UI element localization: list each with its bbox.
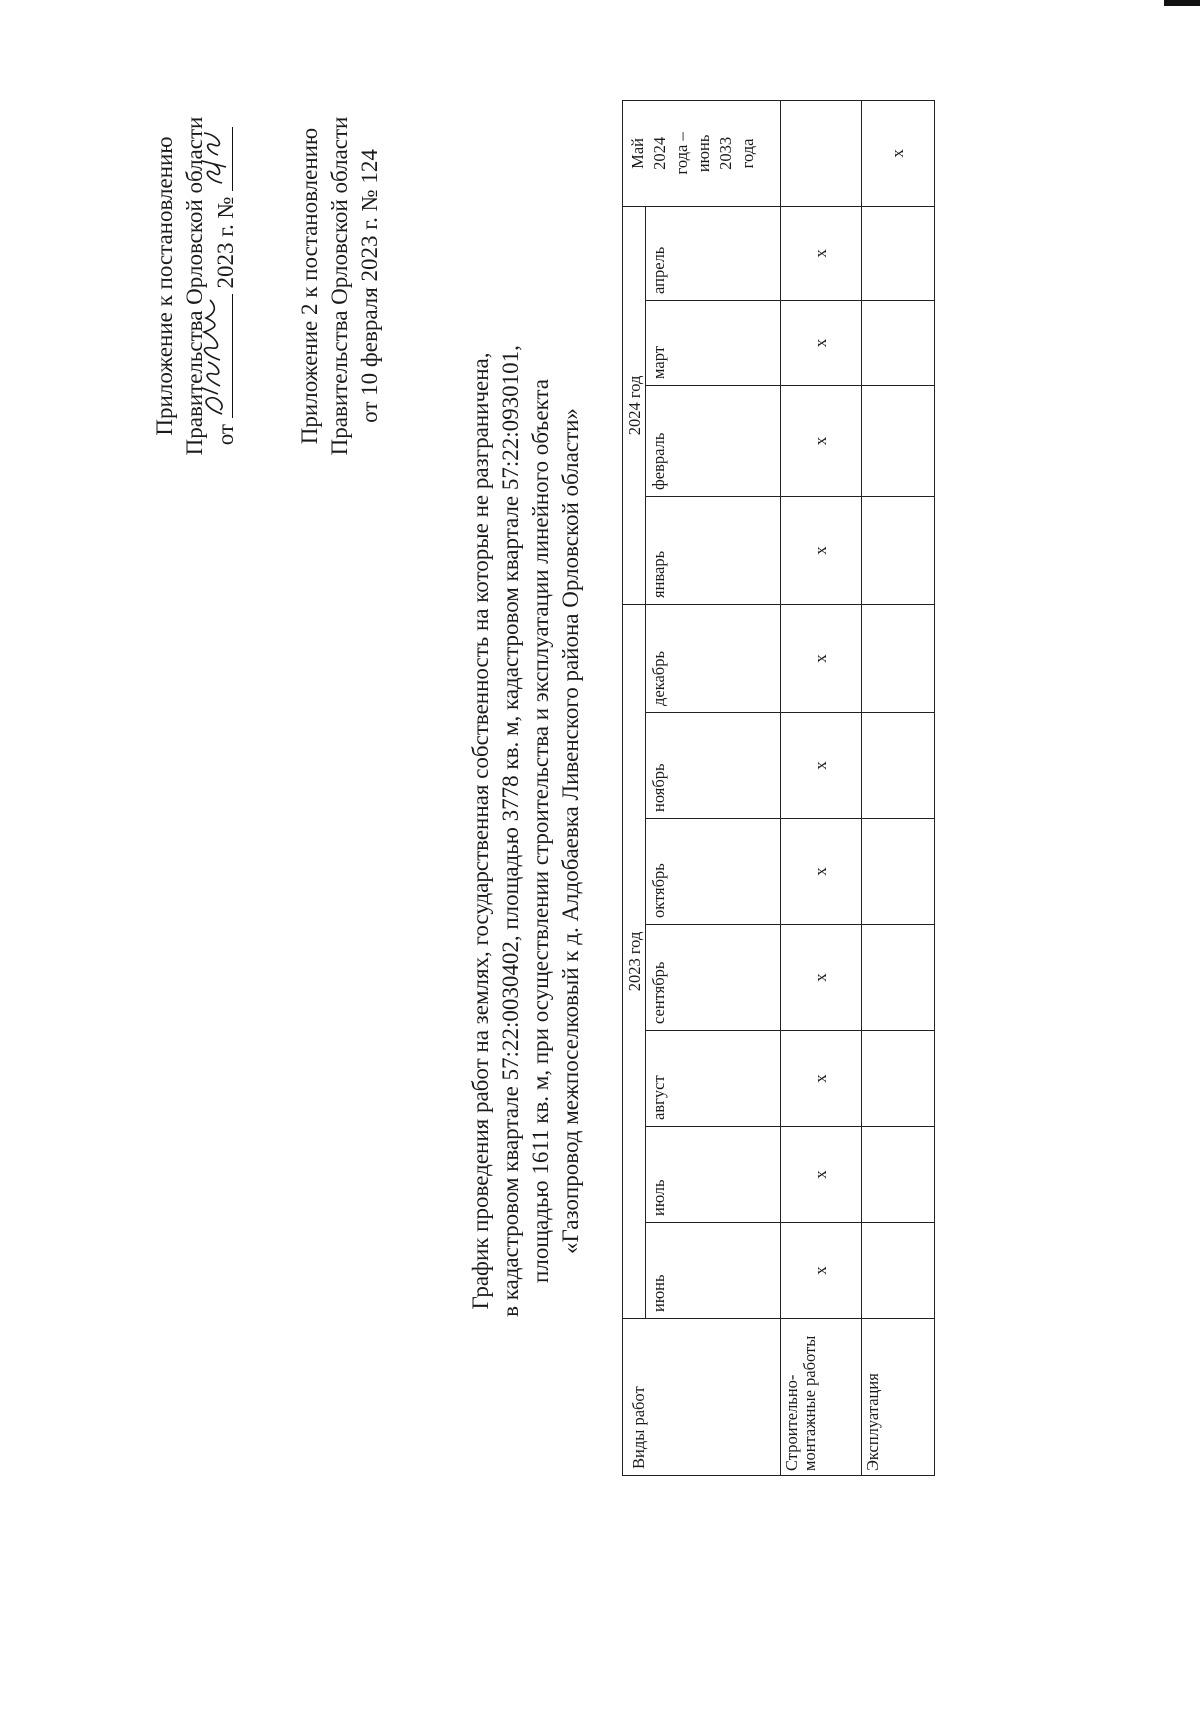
schedule-cell [861,713,934,819]
approval-date-prefix: от [213,424,238,446]
schedule-cell: х [781,385,862,496]
title-line-2: в кадастровом квартале 57:22:0030402, площадью 3778 кв. м, кадастровом квартале 57:22:0930101, [498,345,523,1317]
month-header-row [646,100,781,1475]
work-type-label: Строительно-монтажные работы [781,1319,862,1476]
approval-original-line3: от 10 февраля 2023 г. № 124 [357,149,382,423]
schedule-cell [861,385,934,496]
year-header-row [623,100,646,1475]
month-header: март [646,300,781,385]
approval-current-line2: Правительства Орловской области [182,116,207,456]
month-header: сентябрь [646,925,781,1031]
schedule-cell: х [781,1031,862,1127]
period-line: года [738,138,757,169]
period-line: Май [628,138,647,169]
month-header: январь [646,496,781,604]
approval-stamp-current [150,86,241,486]
schedule-cell [861,1031,934,1127]
handwritten-date-signature [196,294,230,418]
month-header: июль [646,1127,781,1223]
work-type-header: Виды работ [623,1319,781,1476]
approval-stamp-original [295,116,385,456]
schedule-cell: х [781,604,862,712]
month-header: ноябрь [646,713,781,819]
handwritten-number-field [210,127,233,191]
rotated-landscape-content [70,66,1130,1646]
period-line: июнь [694,134,713,173]
approval-current-line3 [210,86,241,486]
year-2023-header: 2023 год [623,604,646,1318]
handwritten-number-signature [196,127,230,191]
schedule-cell [861,496,934,604]
table-row [781,100,862,1475]
period-line: года – [672,132,691,175]
work-schedule-table [622,100,935,1476]
schedule-cell [861,1127,934,1223]
schedule-cell: х [781,1127,862,1223]
approval-original-line2: Правительства Орловской области [327,116,352,456]
schedule-cell: х [781,819,862,925]
month-header: октябрь [646,819,781,925]
year-2024-header: 2024 год [623,206,646,604]
handwritten-date-field [210,294,233,418]
schedule-cell [781,100,862,206]
month-header: апрель [646,206,781,300]
scan-edge-mark [1164,0,1200,6]
month-header: февраль [646,385,781,496]
schedule-table-body [623,100,935,1475]
schedule-cell: х [781,1223,862,1319]
schedule-cell: х [781,496,862,604]
approval-year-suffix: 2023 г. № [213,196,238,289]
month-header: декабрь [646,604,781,712]
schedule-cell [861,604,934,712]
title-line-1: График проведения работ на землях, государственная собственность на которые не разграничена, [468,352,493,1310]
schedule-cell: х [781,300,862,385]
schedule-cell [861,1223,934,1319]
approval-current-line1: Приложение к постановлению [152,136,177,436]
approval-original-line1: Приложение 2 к постановлению [297,127,322,445]
schedule-cell [861,819,934,925]
period-line: 2024 [650,136,669,170]
month-header: июнь [646,1223,781,1319]
schedule-cell: х [861,100,934,206]
work-type-label: Эксплуатация [861,1319,934,1476]
document-title [466,216,586,1446]
schedule-cell [861,300,934,385]
title-line-4: «Газопровод межпоселковый к д. Алдобаевка Ливенского района Орловской области» [558,408,583,1254]
period-header [623,100,781,206]
title-line-3: площадью 1611 кв. м, при осуществлении строительства и эксплуатации линейного объекта [528,379,553,1283]
schedule-cell [861,925,934,1031]
schedule-cell: х [781,925,862,1031]
month-header: август [646,1031,781,1127]
schedule-cell: х [781,206,862,300]
period-line: 2033 [716,136,735,170]
table-row [861,100,934,1475]
schedule-cell [861,206,934,300]
schedule-cell: х [781,713,862,819]
